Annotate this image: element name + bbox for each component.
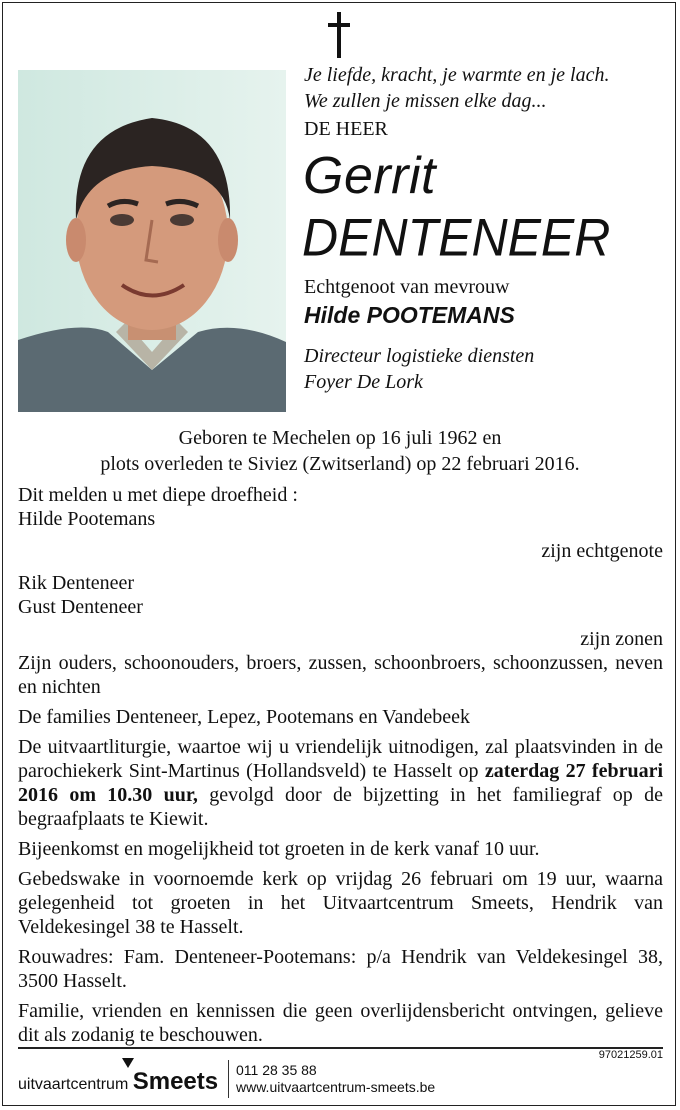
spouse-label: Echtgenoot van mevrouw: [304, 276, 510, 298]
job-line: Directeur logistieke diensten: [304, 345, 535, 367]
sons-role: zijn zonen: [580, 628, 663, 650]
notice-body: [18, 483, 663, 1047]
relatives: Zijn ouders, schoonouders, broers, zussen, schoonbroers, schoonzussen, neven en nichten: [18, 652, 663, 698]
contact-info: [236, 1062, 435, 1096]
spouse-name: Hilde POOTEMANS: [304, 302, 515, 328]
death-line: plots overleden te Siviez (Zwitserland) op 22 februari 2016.: [100, 453, 580, 475]
website-link[interactable]: www.uitvaartcentrum-smeets.be: [236, 1079, 436, 1095]
son-name: Rik Denteneer: [18, 572, 135, 594]
motto-line: We zullen je missen elke dag...: [304, 90, 547, 112]
vigil-info: Gebedswake in voornoemde kerk op vrijdag 26 februari om 19 uur, waarna gelegenheid tot groeten in het Uitvaartcentrum Smeets, Hendrik van Veldekesingel 38 te Hasselt.: [18, 868, 663, 938]
deceased-first-name: Gerrit: [303, 147, 436, 205]
mourning-address: Rouwadres: Fam. Denteneer-Pootemans: p/a Hendrik van Veldekesingel 38, 3500 Hasselt.: [18, 946, 663, 992]
funeral-date: zaterdag 27 februari 2016 om 10.30 uur,: [18, 760, 663, 806]
gathering-info: Bijeenkomst en mogelijkheid tot groeten in de kerk vanaf 10 uur.: [18, 838, 540, 860]
funeral-home-brand: [18, 1068, 218, 1096]
wife-name: Hilde Pootemans: [18, 508, 156, 530]
triangle-logo-icon: [122, 1058, 134, 1068]
deceased-last-name: DENTENEER: [302, 208, 611, 267]
announcement: Dit melden u met diepe droefheid :: [18, 484, 298, 506]
cross-icon: [325, 12, 353, 58]
families: De families Denteneer, Lepez, Pootemans en Vandebeek: [18, 706, 470, 728]
funeral-info: [18, 735, 663, 831]
phone-number: 011 28 35 88: [236, 1062, 317, 1078]
brand-name: Smeets: [132, 1068, 219, 1095]
funeral-home-footer: [18, 1058, 663, 1103]
birth-line: Geboren te Mechelen op 16 juli 1962 en: [178, 427, 502, 449]
birth-death-info: [0, 425, 680, 477]
honorific: DE HEER: [304, 118, 388, 140]
funeral-text: De uitvaartliturgie, waartoe wij u vriendelijk uitnodigen, zal plaatsvinden in de parochiekerk Sint-Martinus (Hollandsveld) te Hasselt op: [18, 736, 663, 782]
motto-line: Je liefde, kracht, je warmte en je lach.: [304, 64, 610, 86]
funeral-text-end: gevolgd door de bijzetting in het familiegraf op de begraafplaats te Kiewit.: [18, 784, 663, 830]
motto: [304, 62, 609, 114]
son-name: Gust Denteneer: [18, 596, 143, 618]
wife-role: zijn echtgenote: [541, 540, 663, 562]
footer-divider: [18, 1047, 663, 1049]
footer-separator: [228, 1060, 229, 1098]
job-line: Foyer De Lork: [304, 371, 423, 393]
brand-prefix: uitvaartcentrum: [18, 1076, 129, 1093]
job-title: [304, 343, 534, 395]
portrait-photo: [18, 70, 286, 412]
reference-number: 97021259.01: [598, 1049, 663, 1061]
closing-note: Familie, vrienden en kennissen die geen overlijdensbericht ontvingen, gelieve dit als zodanig te beschouwen.: [18, 1000, 663, 1046]
